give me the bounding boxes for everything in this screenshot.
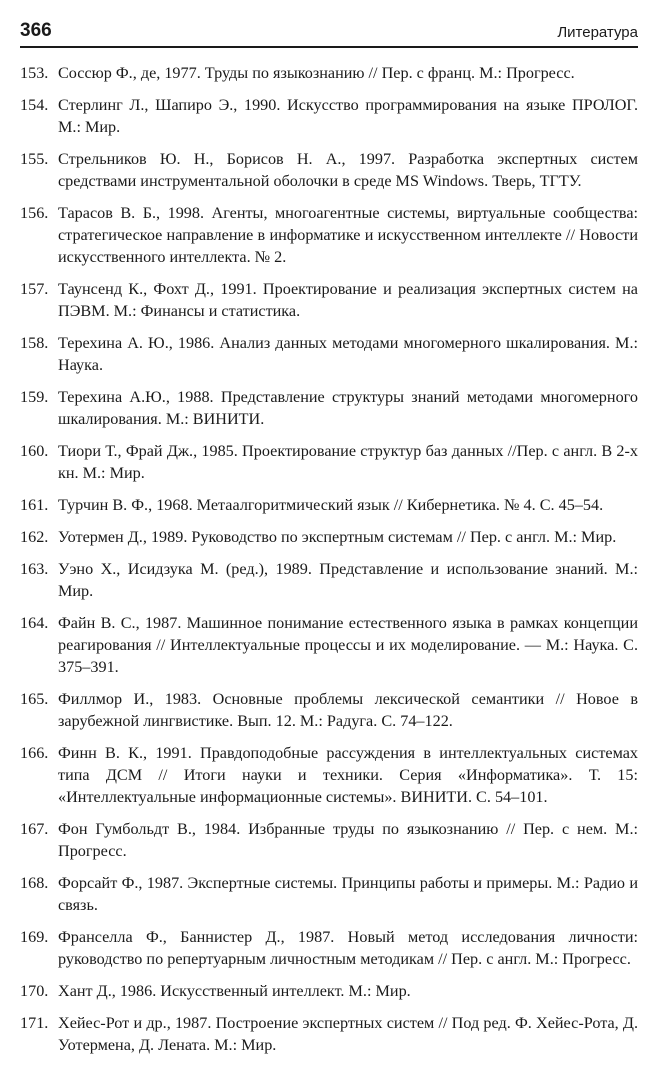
reference-item xyxy=(20,278,638,322)
reference-item xyxy=(20,926,638,970)
reference-number: 165. xyxy=(20,690,49,708)
reference-item xyxy=(20,386,638,430)
running-head-title: Литература xyxy=(557,24,638,41)
reference-item xyxy=(20,62,638,84)
reference-number: 168. xyxy=(20,874,49,892)
reference-number: 167. xyxy=(20,820,49,838)
reference-text: Стрельников Ю. Н., Борисов Н. А., 1997. Разработка экспертных систем средствами инструментальной оболочки в среде MS Windows. Тверь, ТГТУ. xyxy=(58,150,638,190)
reference-number: 158. xyxy=(20,334,49,352)
reference-list xyxy=(20,62,638,1066)
page-header xyxy=(20,18,638,48)
reference-text: Хейес-Рот и др., 1987. Построение экспертных систем // Под ред. Ф. Хейес-Рота, Д. Уотермена, Д. Лената. М.: Мир. xyxy=(58,1014,638,1054)
reference-text: Тарасов В. Б., 1998. Агенты, многоагентные системы, виртуальные сообщества: стратегическое направление в информатике и искусственном интеллекте // Новости искусственного интеллекта. № 2. xyxy=(58,204,638,266)
reference-text: Форсайт Ф., 1987. Экспертные системы. Принципы работы и примеры. М.: Радио и связь. xyxy=(58,874,638,914)
reference-text: Уотермен Д., 1989. Руководство по экспертным системам // Пер. с англ. М.: Мир. xyxy=(58,528,617,546)
reference-text: Стерлинг Л., Шапиро Э., 1990. Искусство программирования на языке ПРОЛОГ. М.: Мир. xyxy=(58,96,638,136)
reference-number: 162. xyxy=(20,528,49,546)
reference-number: 159. xyxy=(20,388,49,406)
reference-number: 169. xyxy=(20,928,49,946)
reference-text: Франселла Ф., Баннистер Д., 1987. Новый метод исследования личности: руководство по репертуарным личностным методикам // Пер. с англ. М.: Прогресс. xyxy=(58,928,638,968)
reference-item xyxy=(20,148,638,192)
reference-item xyxy=(20,332,638,376)
reference-text: Филлмор И., 1983. Основные проблемы лексической семантики // Новое в зарубежной лингвистике. Вып. 12. М.: Радуга. С. 74–122. xyxy=(58,690,638,730)
reference-item xyxy=(20,202,638,268)
reference-item xyxy=(20,688,638,732)
reference-number: 161. xyxy=(20,496,49,514)
reference-item xyxy=(20,742,638,808)
reference-item xyxy=(20,94,638,138)
reference-text: Турчин В. Ф., 1968. Метаалгоритмический язык // Кибернетика. № 4. С. 45–54. xyxy=(58,496,604,514)
reference-text: Финн В. К., 1991. Правдоподобные рассуждения в интеллектуальных системах типа ДСМ // Итоги науки и техники. Серия «Информатика». Т. 15: «Интеллектуальные информационные системы». ВИНИТИ. С. 54–101. xyxy=(58,744,638,806)
reference-number: 153. xyxy=(20,64,49,82)
reference-text: Фон Гумбольдт В., 1984. Избранные труды по языкознанию // Пер. с нем. М.: Прогресс. xyxy=(58,820,638,860)
reference-text: Терехина А.Ю., 1988. Представление структуры знаний методами многомерного шкалирования. М.: ВИНИТИ. xyxy=(58,388,638,428)
reference-item xyxy=(20,494,638,516)
reference-item xyxy=(20,818,638,862)
reference-number: 163. xyxy=(20,560,49,578)
reference-number: 155. xyxy=(20,150,49,168)
reference-text: Файн В. С., 1987. Машинное понимание естественного языка в рамках концепции реагирования // Интеллектуальные процессы и их моделирование. — М.: Наука. С. 375–391. xyxy=(58,614,638,676)
reference-item xyxy=(20,980,638,1002)
reference-number: 160. xyxy=(20,442,49,460)
reference-number: 156. xyxy=(20,204,49,222)
reference-number: 166. xyxy=(20,744,49,762)
reference-item xyxy=(20,1012,638,1056)
reference-text: Терехина А. Ю., 1986. Анализ данных методами многомерного шкалирования. М.: Наука. xyxy=(58,334,638,374)
reference-item xyxy=(20,526,638,548)
reference-item xyxy=(20,558,638,602)
reference-number: 154. xyxy=(20,96,49,114)
reference-item xyxy=(20,872,638,916)
reference-text: Таунсенд К., Фохт Д., 1991. Проектирование и реализация экспертных систем на ПЭВМ. М.: Финансы и статистика. xyxy=(58,280,638,320)
reference-number: 171. xyxy=(20,1014,49,1032)
reference-number: 170. xyxy=(20,982,49,1000)
page-number: 366 xyxy=(20,20,52,41)
reference-item xyxy=(20,440,638,484)
reference-text: Уэно Х., Исидзука М. (ред.), 1989. Представление и использование знаний. М.: Мир. xyxy=(58,560,638,600)
reference-number: 157. xyxy=(20,280,49,298)
reference-number: 164. xyxy=(20,614,49,632)
reference-text: Соссюр Ф., де, 1977. Труды по языкознанию // Пер. с франц. М.: Прогресс. xyxy=(58,64,575,82)
reference-text: Хант Д., 1986. Искусственный интеллект. М.: Мир. xyxy=(58,982,411,1000)
reference-text: Тиори Т., Фрай Дж., 1985. Проектирование структур баз данных //Пер. с англ. В 2-х кн. М.: Мир. xyxy=(58,442,638,482)
reference-item xyxy=(20,612,638,678)
